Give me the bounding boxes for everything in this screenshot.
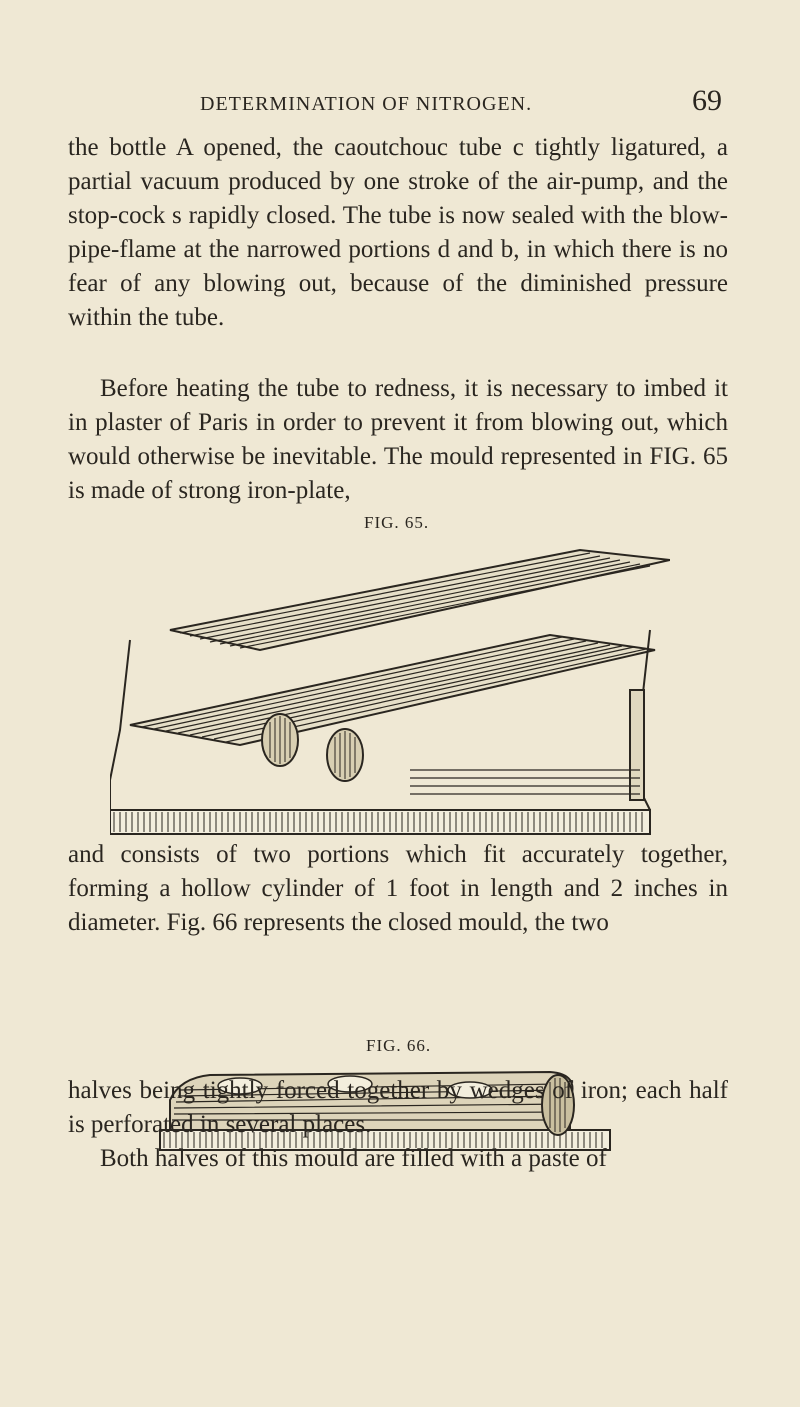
figure-65-caption: FIG. 65.: [364, 513, 430, 532]
figure-65-open-mould-illustration: [110, 540, 670, 850]
paragraph-4: halves being tightly forced together by wedges of iron; each half is perforated in several places.: [68, 1077, 728, 1138]
running-head: DETERMINATION OF NITROGEN.: [200, 93, 533, 115]
paragraph-3: and consists of two portions which fit accurately together, forming a hollow cylinder of 1 foot in length and 2 inches in diameter. Fig. 66 represents the closed mould, the two: [68, 841, 728, 936]
fig65-base-plate: [110, 810, 650, 834]
fig65-lower-half: [130, 635, 655, 745]
paragraph-2: Before heating the tube to redness, it is necessary to imbed it in plaster of Paris in order to prevent it from blowing out, which would otherwise be inevitable. The mould represented in FIG. 65 is made of strong iron-plate,: [68, 375, 728, 504]
page-number: 69: [692, 84, 722, 117]
paragraph-1: the bottle A opened, the caoutchouc tube c tightly ligatured, a partial vacuum produced by one stroke of the air-pump, and the stop-cock s rapidly closed. The tube is now sealed with the blow-pipe-flame at the narrowed portions d and b, in which there is no fear of any blowing out, because of the diminished pressure within the tube.: [68, 134, 728, 331]
figure-66-caption: FIG. 66.: [366, 1036, 432, 1055]
paragraph-5: Both halves of this mould are filled with a paste of: [100, 1145, 607, 1172]
